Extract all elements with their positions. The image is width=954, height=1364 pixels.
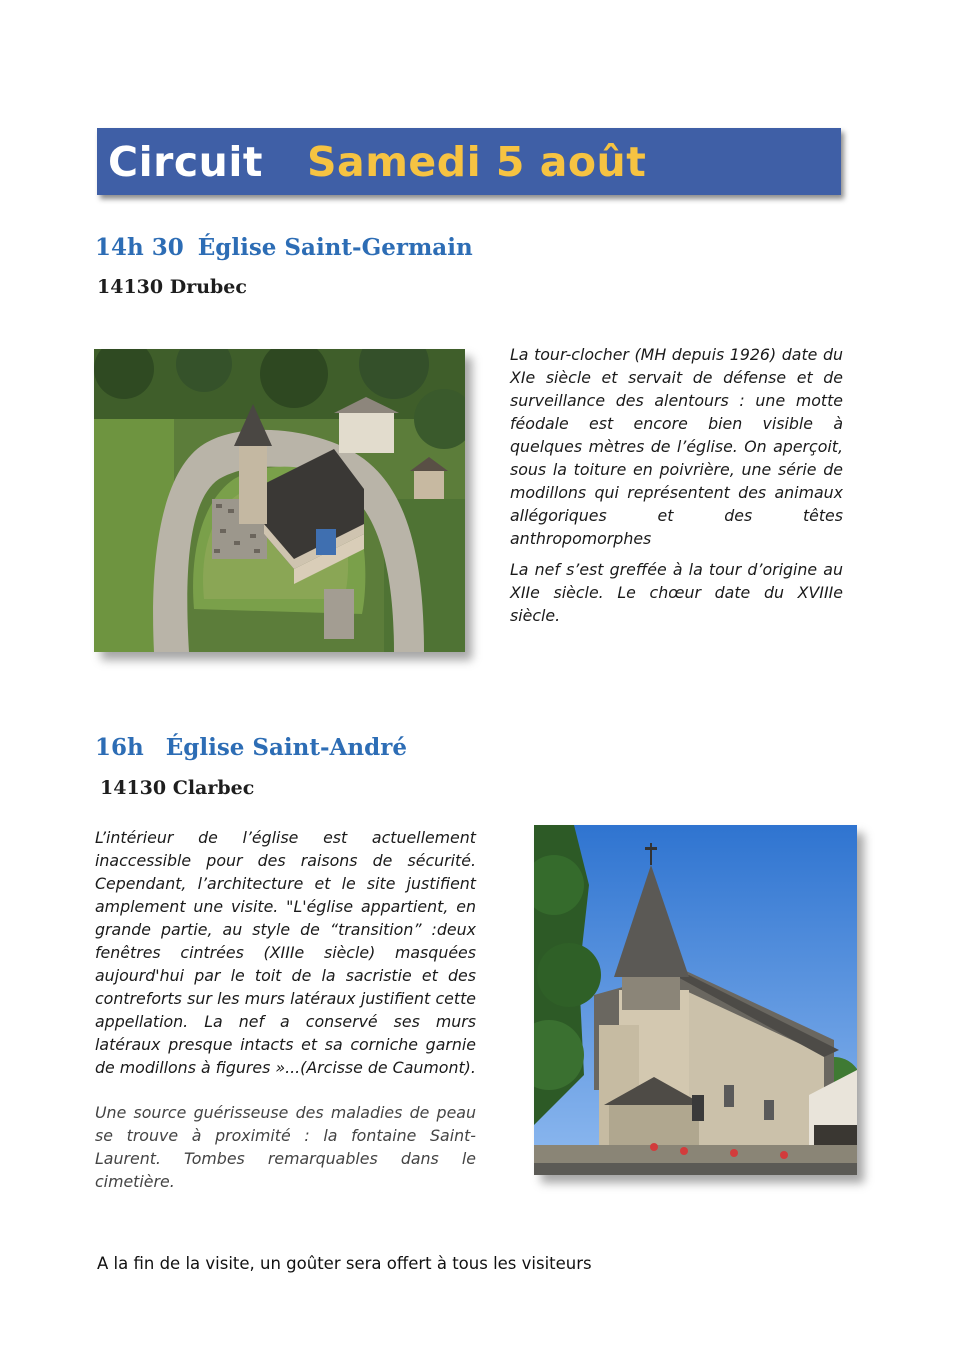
event-1-heading	[95, 234, 473, 261]
event-1-time: 14h 30	[95, 234, 184, 261]
event-2-heading	[95, 734, 407, 761]
drubec-church-photo	[94, 349, 465, 652]
event-2-paragraph-2: Une source guérisseuse des maladies de peau se trouve à proximité : la fontaine Saint-Laurent. Tombes remarquables dans le cimetière.	[95, 1103, 476, 1191]
event-1-paragraph-1: La tour-clocher (MH depuis 1926) date du XIe siècle et servait de défense et de surveillance des alentours : une motte féodale est encore bien visible à quelques mètres de l’église. On aperçoit, sous la toiture en poivrière, une série de modillons qui représentent des animaux allégoriques et des têtes anthropomorphes	[510, 345, 843, 548]
banner-date: Samedi 5 août	[307, 137, 647, 186]
event-1-description	[510, 343, 843, 627]
footer-note: A la fin de la visite, un goûter sera offert à tous les visiteurs	[97, 1254, 592, 1273]
title-banner	[97, 128, 841, 195]
clarbec-church-photo	[534, 825, 857, 1175]
event-1-church: Église Saint-Germain	[197, 234, 473, 261]
event-2-church: Église Saint-André	[165, 734, 407, 761]
event-1-place: 14130 Drubec	[97, 276, 247, 298]
banner-word: Circuit	[108, 137, 264, 186]
event-2-place: 14130 Clarbec	[100, 777, 255, 799]
event-2-time: 16h	[95, 734, 144, 761]
event-1-paragraph-2: La nef s’est greffée à la tour d’origine au XIIe siècle. Le chœur date du XVIIIe siècle.	[510, 560, 843, 625]
event-2-description	[95, 826, 476, 1193]
event-2-paragraph-1: L’intérieur de l’église est actuellement inaccessible pour des raisons de sécurité. Cependant, l’architecture et le site justifient amplement une visite. "L'église appartient, en grande partie, au style de “transition” :deux fenêtres cintrées (XIIIe siècle) masquées aujourd'hui par le toit de la sacristie et des contreforts sur les murs latéraux justifient cette appellation. La nef a conservé ses murs latéraux presque intacts et sa corniche garnie de modillons à figures »...(Arcisse de Caumont).	[95, 828, 476, 1077]
